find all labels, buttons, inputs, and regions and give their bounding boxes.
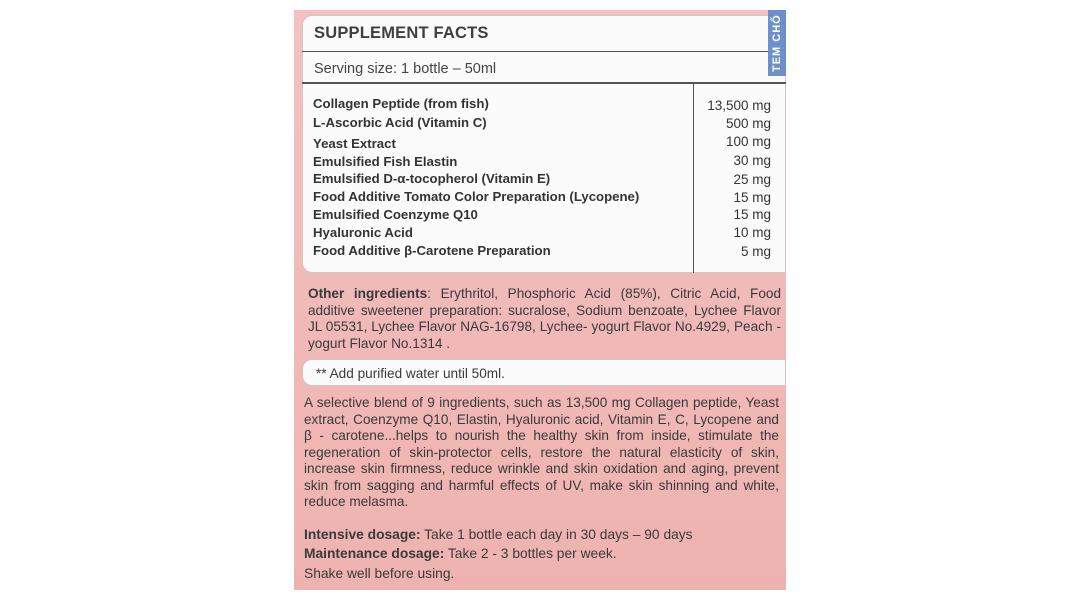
water-note: ** Add purified water until 50ml. xyxy=(316,366,505,381)
other-ingredients-label: Other ingredients xyxy=(308,286,428,301)
maintenance-dosage-label: Maintenance dosage: xyxy=(304,546,445,561)
ingredient-amount: 13,500 mg xyxy=(707,98,771,113)
ingredient-name: Food Additive β-Carotene Preparation xyxy=(313,243,551,258)
maintenance-dosage-text: Take 2 - 3 bottles per week. xyxy=(444,546,617,561)
ingredient-amount: 25 mg xyxy=(733,172,771,187)
column-divider xyxy=(693,83,694,273)
ingredient-name: L-Ascorbic Acid (Vitamin C) xyxy=(313,115,487,130)
ingredient-name: Hyaluronic Acid xyxy=(313,225,413,240)
intensive-dosage-label: Intensive dosage: xyxy=(304,527,421,542)
ingredient-name: Yeast Extract xyxy=(313,136,396,151)
ingredient-name: Food Additive Tomato Color Preparation (Lycopene) xyxy=(313,189,640,204)
maintenance-dosage xyxy=(304,546,617,561)
ingredient-amount: 30 mg xyxy=(733,153,771,168)
ingredient-amount: 5 mg xyxy=(740,244,771,259)
serving-divider xyxy=(302,82,786,84)
serving-size: Serving size: 1 bottle – 50ml xyxy=(314,61,497,77)
ingredient-name: Emulsified D-α-tocopherol (Vitamin E) xyxy=(313,171,551,186)
ingredient-amount: 500 mg xyxy=(725,116,771,131)
ingredient-amount: 100 mg xyxy=(725,134,771,149)
ingredient-name: Emulsified Fish Elastin xyxy=(313,154,458,169)
facts-title: SUPPLEMENT FACTS xyxy=(314,24,489,42)
other-ingredients xyxy=(308,286,781,352)
ingredient-amount: 10 mg xyxy=(733,225,771,240)
side-tab xyxy=(768,10,786,76)
ingredient-name: Collagen Peptide (from fish) xyxy=(313,96,489,111)
other-ingredients-text: : Erythritol, Phosphoric Acid (85%), Citric Acid, Food additive sweetener preparation: sucralose, Sodium benzoate, Lychee Flavor JL 05531, Lychee Flavor NAG-16798, Lychee- yogurt Flavor No.4929, Peach - yogurt Flavor No.1314 . xyxy=(308,286,782,351)
ingredient-amount: 15 mg xyxy=(733,190,771,205)
intensive-dosage xyxy=(304,527,693,542)
title-divider xyxy=(302,51,768,52)
ingredient-amount: 15 mg xyxy=(733,207,771,222)
ingredient-name: Emulsified Coenzyme Q10 xyxy=(313,207,478,222)
side-tab-text: TEM CHỐ xyxy=(771,14,783,72)
intensive-dosage-text: Take 1 bottle each day in 30 days – 90 days xyxy=(420,527,693,542)
blend-description: A selective blend of 9 ingredients, such as 13,500 mg Collagen peptide, Yeast extract, Coenzyme Q10, Elastin, Hyaluronic acid, Vitamin E, C, Lycopene and β - carotene...helps to nourish the healthy skin from inside, stimulate the regeneration of skin-protector cells, restore the natural elasticity of skin, increase skin firmness, reduce wrinkle and skin oxidation and aging, prevent skin from sagging and harmful effects of UV, make skin shinning and white, reduce melasma. xyxy=(304,395,779,509)
shake-instruction: Shake well before using. xyxy=(304,566,455,581)
